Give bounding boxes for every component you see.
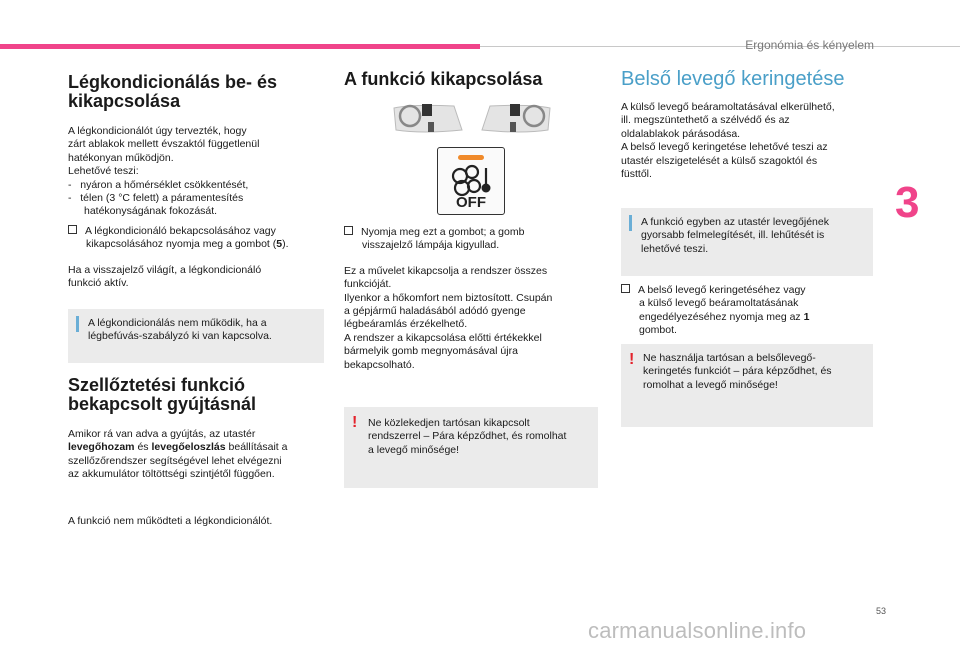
ac-indicator-text: Ha a visszajelző világít, a légkondicionáló funkció aktív.: [68, 263, 262, 290]
recirculation-step: A belső levegő keringetéséhez vagy a külső levegő beáramoltatásának engedélyezéséhez nyomja meg az 1 gombot.: [621, 284, 889, 338]
warning-icon: !: [629, 351, 635, 368]
ac-bullet-winter: - télen (3 °C felett) a páramentesítés hatékonyságának fokozását.: [68, 192, 244, 218]
header-rule: [480, 46, 960, 47]
step-bullet-icon: [621, 284, 630, 293]
ventilation-text: Amikor rá van adva a gyújtás, az utastér levegőhozam és levegőeloszlás beállításait a szellőzőrendszer segítségével lehet elvégezni az akkumulátor töltöttségi szintjétől függően.: [68, 428, 288, 481]
chapter-title: Ergonómia és kényelem: [745, 38, 874, 52]
off-warning-box: ! Ne közlekedjen tartósan kikapcsolt rendszerrel – Pára képződhet, és romolhat a levegő minősége!: [344, 407, 598, 488]
off-label: OFF: [456, 194, 486, 211]
ventilation-note: A funkció nem működteti a légkondicionálót.: [68, 515, 273, 527]
step-bullet-icon: [344, 226, 353, 235]
ac-info-box: A légkondicionálás nem működik, ha a légbefúvás-szabályzó ki van kapcsolva.: [68, 309, 324, 363]
step-bullet-icon: [68, 225, 77, 234]
header-accent-bar: [0, 44, 480, 49]
recirculation-info-box: A funkció egyben az utastér levegőjének gyorsabb felmelegítését, ill. lehűtését is lehetővé teszi.: [621, 208, 873, 276]
off-step: Nyomja meg ezt a gombot; a gomb visszajelző lámpája kigyullad.: [344, 226, 604, 253]
ventilation-section: [68, 376, 328, 482]
ac-off-button[interactable]: [437, 147, 505, 215]
warning-icon: !: [352, 414, 358, 431]
ventilation-heading: Szellőztetési funkció bekapcsolt gyújtásnál: [68, 375, 257, 414]
ac-heading: Légkondicionálás be- és kikapcsolása: [68, 72, 278, 111]
info-marker-icon: [629, 215, 632, 231]
dashboard-illustration: [392, 100, 552, 142]
page-number: 53: [876, 606, 887, 616]
recirculation-heading: Belső levegő keringetése: [621, 68, 845, 90]
left-column: [68, 73, 328, 290]
recirculation-text: A külső levegő beáramoltatásával elkerülhető, ill. megszüntethető a szélvédő és az oldalablakok párásodása. A belső levegő keringetése lehetővé teszi az utastér elszigetelését a külső szagoktól és füsttől.: [621, 101, 835, 181]
ac-bullet-summer: - nyáron a hőmérséklet csökkentését,: [68, 178, 249, 191]
watermark: carmanualsonline.info: [588, 618, 807, 643]
off-instructions: [344, 226, 604, 372]
recirculation-warning-box: ! Ne használja tartósan a belsőlevegő- keringetés funkciót – pára képződhet, és romolhat a levegő minősége!: [621, 344, 873, 427]
off-heading: A funkció kikapcsolása: [344, 69, 543, 89]
info-marker-icon: [76, 316, 79, 332]
off-description: Ez a művelet kikapcsolja a rendszer összes funkcióját. Ilyenkor a hőkomfort nem biztosított. Csupán a gépjármű haladásából adódó gyenge légbeáramlás érzékelhető. A rendszer a kikapcsolása előtti értékekkel bármelyik gomb megnyomásával újra bekapcsolható.: [344, 264, 553, 371]
chapter-number: 3: [895, 178, 920, 227]
ac-step: A légkondicionáló bekapcsolásához vagy kikapcsolásához nyomja meg a gombot (5).: [68, 225, 328, 252]
ac-intro: A légkondicionálót úgy tervezték, hogy zárt ablakok mellett évszaktól függetlenül hatékonyan működjön. Lehetővé teszi:: [68, 125, 260, 178]
